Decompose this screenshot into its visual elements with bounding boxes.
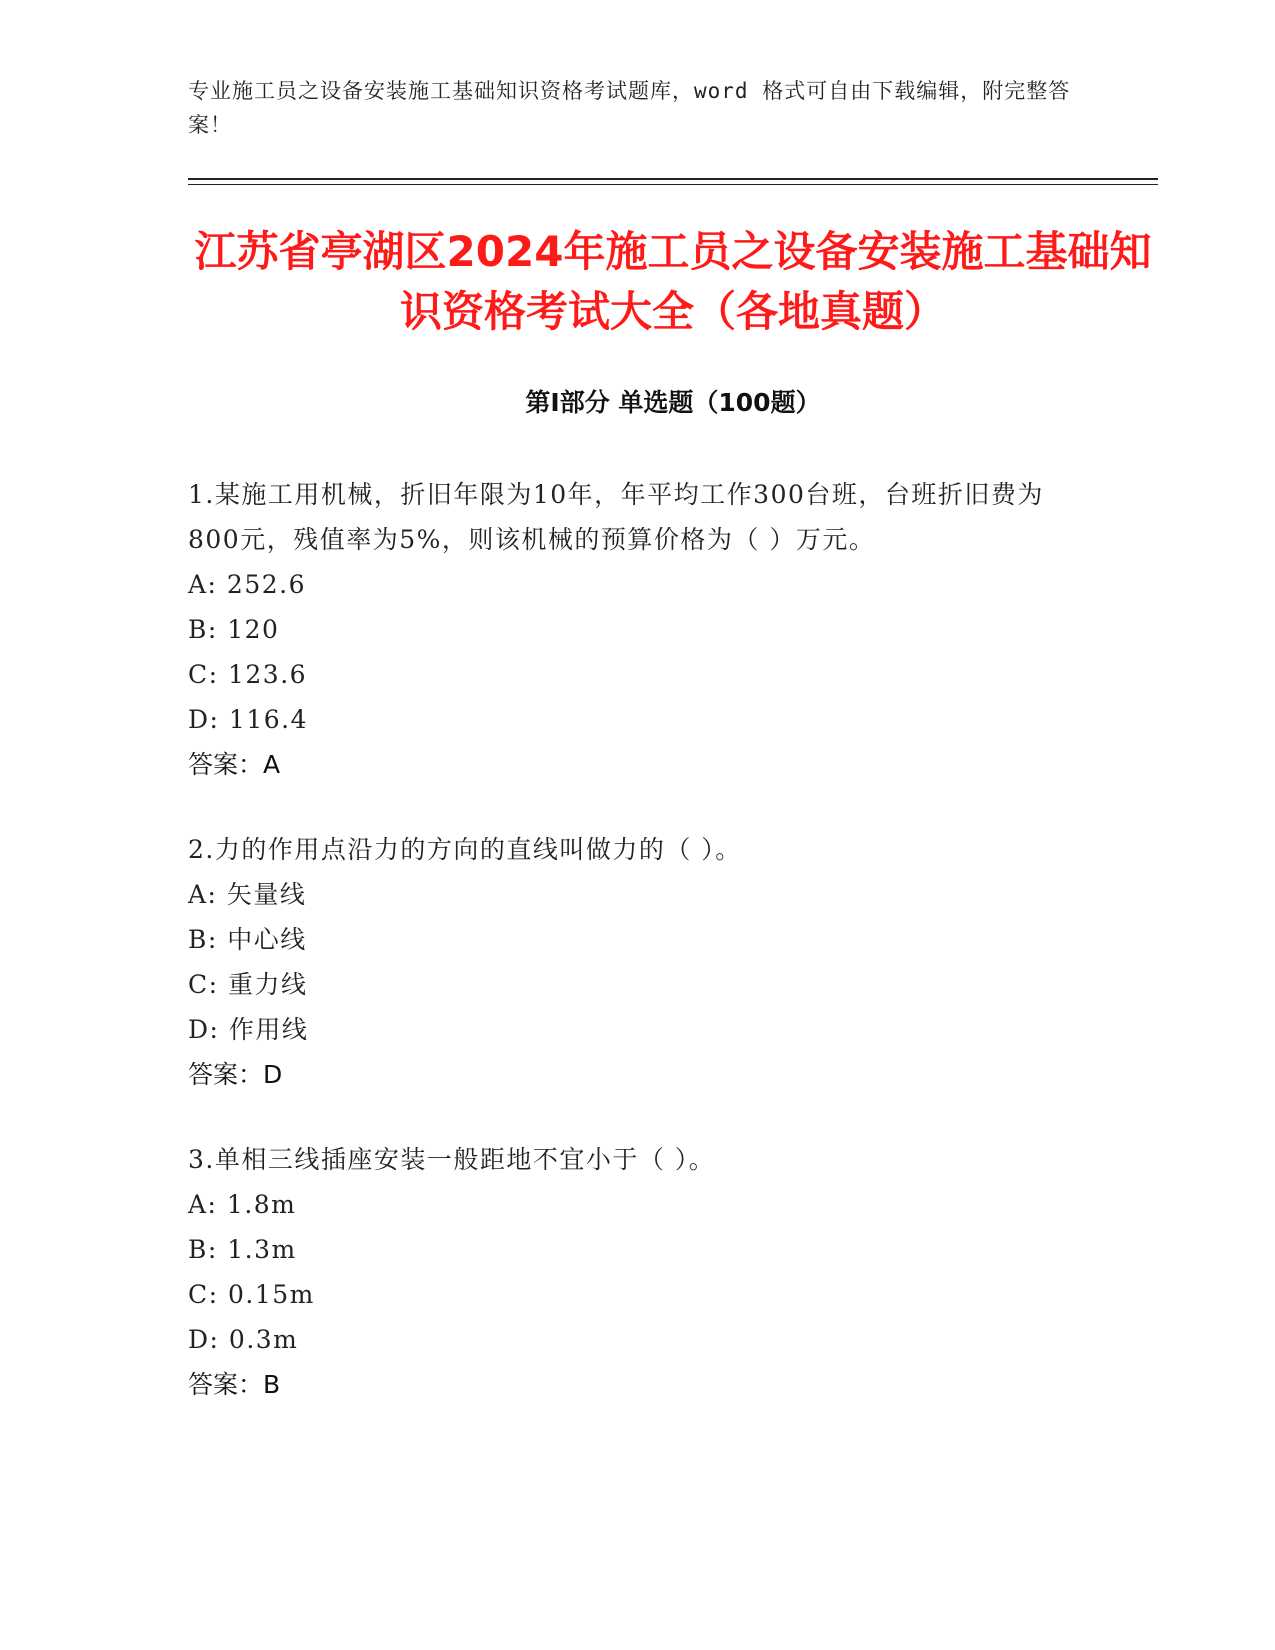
question-stem: 3.单相三线插座安装一般距地不宜小于（ ）。 bbox=[188, 1145, 716, 1174]
question-2 bbox=[188, 827, 1088, 1097]
question-3 bbox=[188, 1137, 1088, 1407]
option-d: D: 116.4 bbox=[188, 705, 308, 734]
answer-line bbox=[188, 742, 1088, 787]
option-b: B: 120 bbox=[188, 615, 280, 644]
option-b: B: 1.3m bbox=[188, 1235, 297, 1264]
option-a: A: 1.8m bbox=[188, 1190, 297, 1219]
header-note: 专业施工员之设备安装施工基础知识资格考试题库，word 格式可自由下载编辑，附完整答案！ bbox=[188, 79, 1071, 137]
question-list bbox=[188, 472, 1088, 1447]
option-d: D: 作用线 bbox=[188, 1015, 309, 1044]
document-title: 江苏省亭湖区2024年施工员之设备安装施工基础知识资格考试大全（各地真题） bbox=[194, 227, 1152, 336]
answer-line bbox=[188, 1362, 1088, 1407]
answer-label: 答案： bbox=[188, 1060, 264, 1089]
option-c: C: 0.15m bbox=[188, 1280, 315, 1309]
question-1 bbox=[188, 472, 1088, 787]
answer-value: A bbox=[263, 750, 281, 779]
answer-value: D bbox=[263, 1060, 283, 1089]
answer-line bbox=[188, 1052, 1088, 1097]
header-rule-thin bbox=[188, 184, 1158, 185]
answer-value: B bbox=[263, 1370, 281, 1399]
answer-label: 答案： bbox=[188, 1370, 264, 1399]
document-page bbox=[188, 0, 1158, 1650]
option-c: C: 重力线 bbox=[188, 970, 308, 999]
answer-label: 答案： bbox=[188, 750, 264, 779]
option-b: B: 中心线 bbox=[188, 925, 307, 954]
section-title: 第Ⅰ部分 单选题（100题） bbox=[525, 388, 821, 417]
question-stem: 1.某施工用机械，折旧年限为10年，年平均工作300台班，台班折旧费为800元，残值率为5%，则该机械的预算价格为（ ）万元。 bbox=[188, 480, 1044, 554]
option-a: A: 矢量线 bbox=[188, 880, 307, 909]
question-stem: 2.力的作用点沿力的方向的直线叫做力的（ ）。 bbox=[188, 835, 742, 864]
header-rule-thick bbox=[188, 178, 1158, 180]
option-d: D: 0.3m bbox=[188, 1325, 299, 1354]
option-a: A: 252.6 bbox=[188, 570, 306, 599]
option-c: C: 123.6 bbox=[188, 660, 308, 689]
